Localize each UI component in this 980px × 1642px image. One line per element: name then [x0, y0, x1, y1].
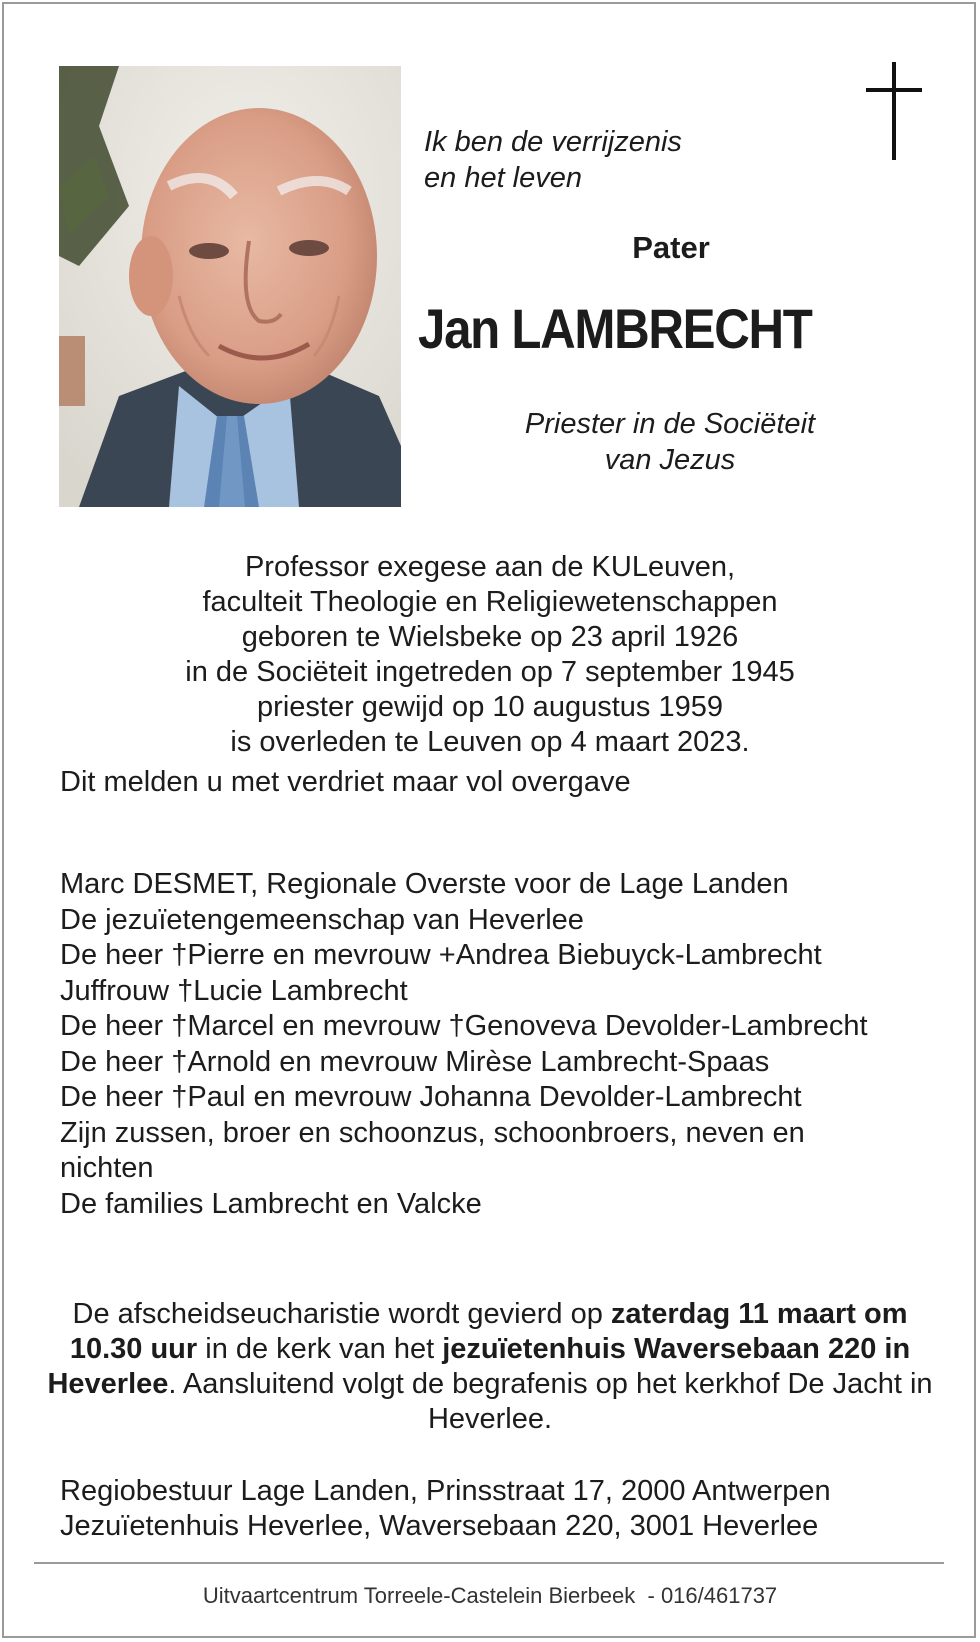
bio-line: faculteit Theologie en Religiewetenschappen — [202, 586, 778, 618]
subtitle-line: Priester in de Sociëteit — [524, 408, 816, 440]
bio-line: priester gewijd op 10 augustus 1959 — [257, 691, 723, 723]
service-text: De afscheidseucharistie wordt gevierd op — [72, 1298, 611, 1330]
bio-line: is overleden te Leuven op 4 maart 2023. — [230, 726, 750, 758]
quote-line: en het leven — [424, 162, 583, 194]
mourner-entry: De families Lambrecht en Valcke — [60, 1187, 482, 1220]
mourner-entry: De heer †Paul en mevrouw Johanna Devolder-Lambrecht — [60, 1081, 802, 1113]
address-line: Regiobestuur Lage Landen, Prinsstraat 17, 2000 Antwerpen — [60, 1475, 831, 1507]
mourner-entry: De heer †Arnold en mevrouw Mirèse Lambrecht-Spaas — [60, 1045, 770, 1078]
scripture-quote — [424, 124, 744, 196]
biography — [60, 550, 920, 760]
mourner-entry: Marc DESMET, Regionale Overste voor de Lage Landen — [60, 868, 789, 900]
portrait-illustration — [59, 66, 401, 507]
service-date-time: zaterdag 11 maart om 10.30 uur — [69, 1298, 908, 1365]
deceased-name: Jan LAMBRECHT — [418, 297, 812, 360]
bio-line: Professor exegese aan de KULeuven, — [244, 551, 736, 583]
service-text: in de kerk van het — [197, 1333, 443, 1365]
funeral-home-footer: Uitvaartcentrum Torreele-Castelein Bierbeek - 016/461737 — [202, 1583, 778, 1608]
funeral-service-info — [40, 1297, 940, 1437]
announcement-intro: Dit melden u met verdriet maar vol overgave — [60, 766, 631, 798]
mourner-entry: De heer †Pierre en mevrouw +Andrea Biebuyck-Lambrecht — [60, 939, 822, 971]
bio-line: geboren te Wielsbeke op 23 april 1926 — [241, 621, 739, 653]
mourner-entry: De heer †Marcel en mevrouw †Genoveva Devolder-Lambrecht — [60, 1010, 868, 1042]
subtitle-line: van Jezus — [604, 444, 736, 476]
contact-addresses — [60, 1474, 831, 1544]
mourner-entry: Zijn zussen, broer en schoonzus, schoonbroers, neven en nichten — [60, 1116, 805, 1184]
mourner-entry: De jezuïetengemeenschap van Heverlee — [60, 903, 584, 936]
quote-line: Ik ben de verrijzenis — [424, 126, 682, 158]
footer-divider — [34, 1562, 944, 1564]
service-location: jezuïetenhuis Waversebaan 220 in Heverlee — [47, 1333, 911, 1400]
service-text: . Aansluitend volgt de begrafenis op het kerkhof De Jacht in Heverlee. — [168, 1368, 933, 1435]
bio-line: in de Sociëteit ingetreden op 7 september 1945 — [185, 656, 795, 688]
religious-title: Pater — [632, 230, 710, 265]
portrait-photo — [59, 66, 401, 507]
mourner-entry: Juffrouw †Lucie Lambrecht — [60, 974, 408, 1007]
address-line: Jezuïetenhuis Heverlee, Waversebaan 220, 3001 Heverlee — [60, 1510, 819, 1542]
mourners-list — [60, 867, 890, 1222]
cross-icon — [866, 62, 922, 160]
order-affiliation — [480, 406, 860, 478]
